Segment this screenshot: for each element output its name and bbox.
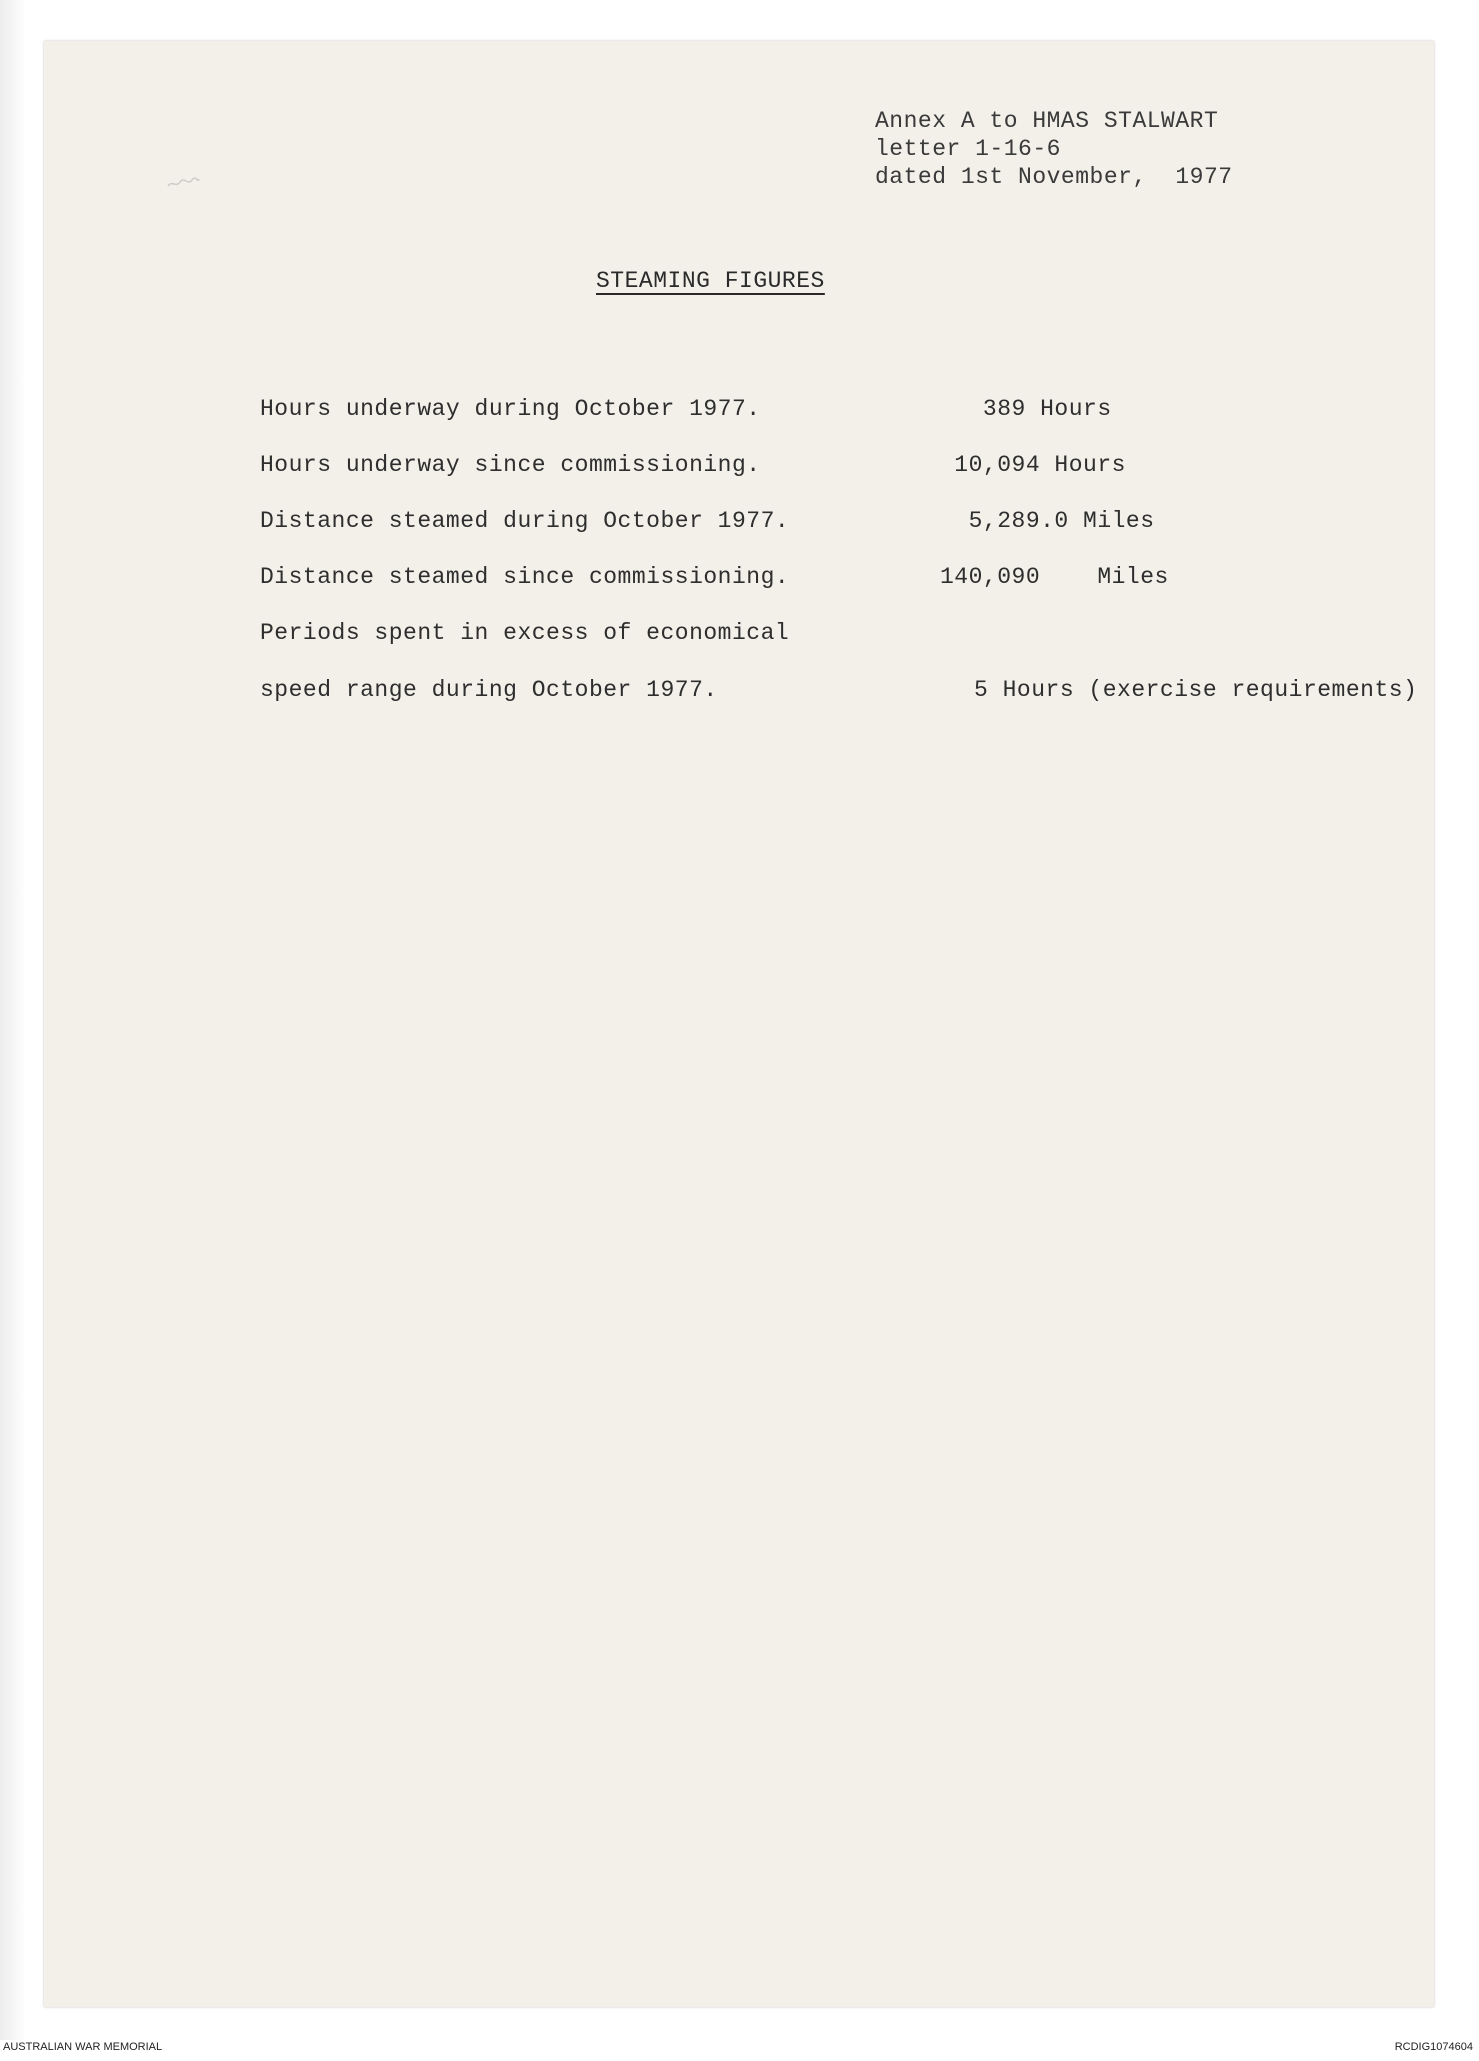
figure-value: 140,090 Miles [940, 564, 1169, 590]
figure-row [260, 620, 1410, 650]
archive-credit: AUSTRALIAN WAR MEMORIAL [3, 2041, 163, 2053]
figure-value: 5,289.0 Miles [940, 508, 1155, 534]
figure-row [260, 396, 1410, 426]
archive-id: RCDIG1074604 [1394, 2041, 1473, 2053]
letter-reference: letter 1-16-6 [875, 136, 1061, 162]
figure-label: speed range during October 1977. [260, 677, 718, 703]
figure-label: Periods spent in excess of economical [260, 620, 790, 646]
document-page [44, 41, 1434, 2007]
pencil-mark [166, 176, 200, 190]
figure-value: 389 Hours [940, 396, 1112, 422]
annex-reference [875, 107, 1233, 191]
figure-row [260, 452, 1410, 482]
scan-edge [0, 0, 26, 2040]
figure-label: Hours underway since commissioning. [260, 452, 761, 478]
figure-row [260, 564, 1410, 594]
figure-label: Hours underway during October 1977. [260, 396, 761, 422]
figure-row [260, 677, 1418, 707]
figure-value: 5 Hours (exercise requirements) [974, 677, 1418, 703]
figure-row [260, 508, 1410, 538]
figure-label: Distance steamed since commissioning. [260, 564, 790, 590]
figure-label: Distance steamed during October 1977. [260, 508, 790, 534]
document-title: STEAMING FIGURES [596, 268, 825, 294]
figure-value: 10,094 Hours [940, 452, 1126, 478]
annex-line: Annex A to HMAS STALWART [875, 108, 1219, 134]
letter-date: dated 1st November, 1977 [875, 164, 1233, 190]
